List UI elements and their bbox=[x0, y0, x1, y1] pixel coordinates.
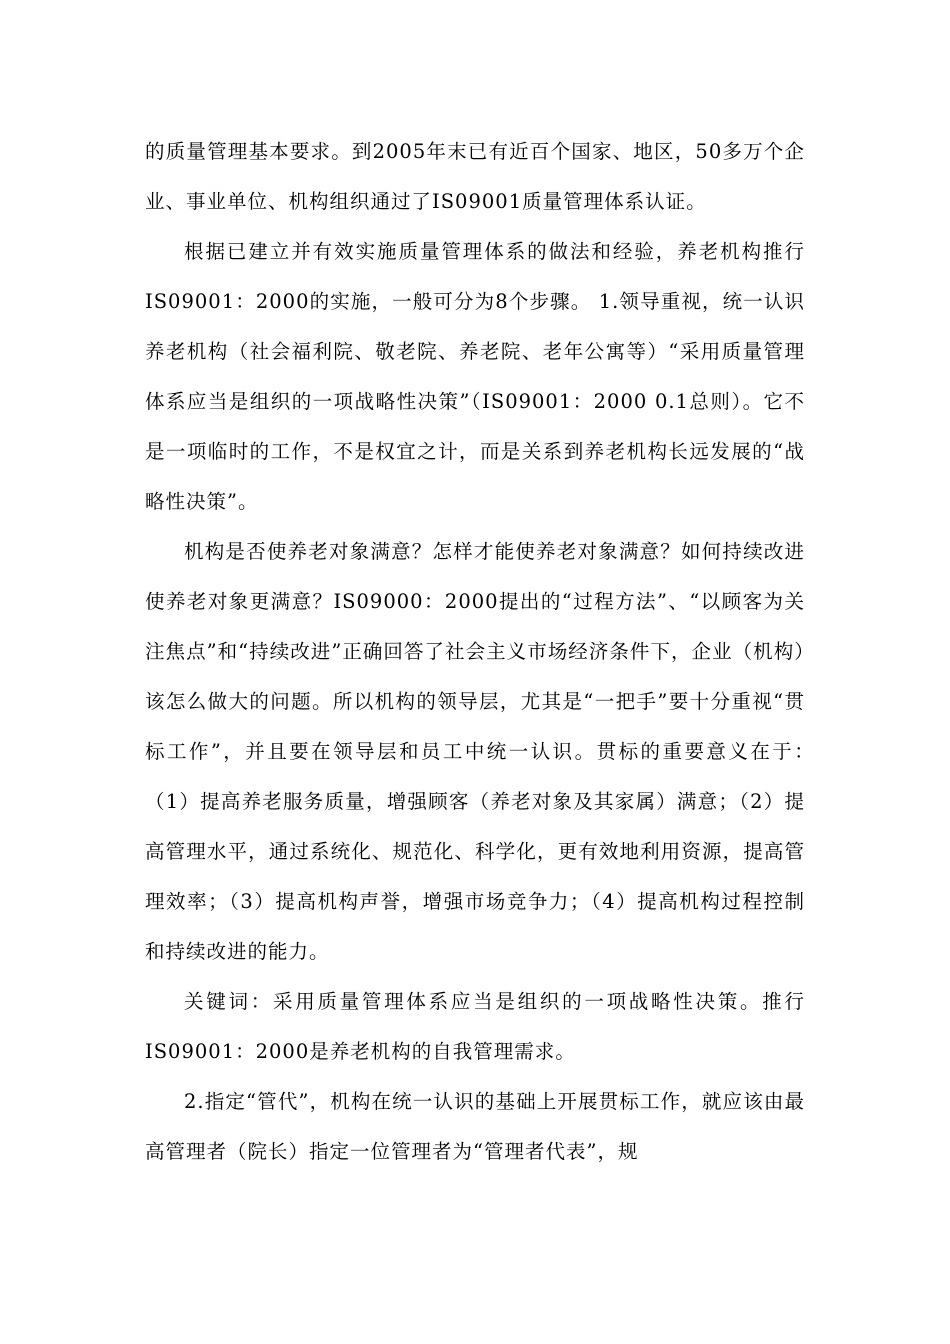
paragraph-implementation-steps: 根据已建立并有效实施质量管理体系的做法和经验，养老机构推行IS09001：2000的实施，一般可分为8个步骤。 1.领导重视，统一认识 养老机构（社会福利院、敬老院、养老院、老年公寓等）“采用质量管理体系应当是组织的一项战略性决策”（IS09001：2000 0.1总则）。它不是一项临时的工作，不是权宜之计，而是关系到养老机构长远发展的“战略性决策”。 bbox=[145, 240, 826, 513]
paragraph-continuation: 的质量管理基本要求。到2005年末已有近百个国家、地区，50多万个企业、事业单位、机构组织通过了IS09001质量管理体系认证。 bbox=[145, 140, 805, 213]
document-body bbox=[145, 127, 826, 1177]
paragraph-keywords: 关键词：采用质量管理体系应当是组织的一项战略性决策。推行 IS09001：2000是养老机构的自我管理需求。 bbox=[145, 990, 805, 1063]
paragraph-satisfaction: 机构是否使养老对象满意？怎样才能使养老对象满意？如何持续改进使养老对象更满意？IS09000：2000提出的“过程方法”、“以顾客为关注焦点”和“持续改进”正确回答了社会主义市场经济条件下，企业（机构）该怎么做大的问题。所以机构的领导层，尤其是“一把手”要十分重视“贯标工作”，并且要在领导层和员工中统一认识。贯标的重要意义在于： （1）提高养老服务质量，增强顾客（养老对象及其家属）满意；（2）提高管理水平，通过系统化、规范化、科学化，更有效地利用资源，提高管理效率；（3）提高机构声誉，增强市场竞争力；（4）提高机构过程控制和持续改进的能力。 bbox=[145, 540, 826, 963]
paragraph-management-representative: 2.指定“管代”，机构在统一认识的基础上开展贯标工作，就应该由最高管理者（院长）指定一位管理者为“管理者代表”，规 bbox=[145, 1090, 805, 1163]
